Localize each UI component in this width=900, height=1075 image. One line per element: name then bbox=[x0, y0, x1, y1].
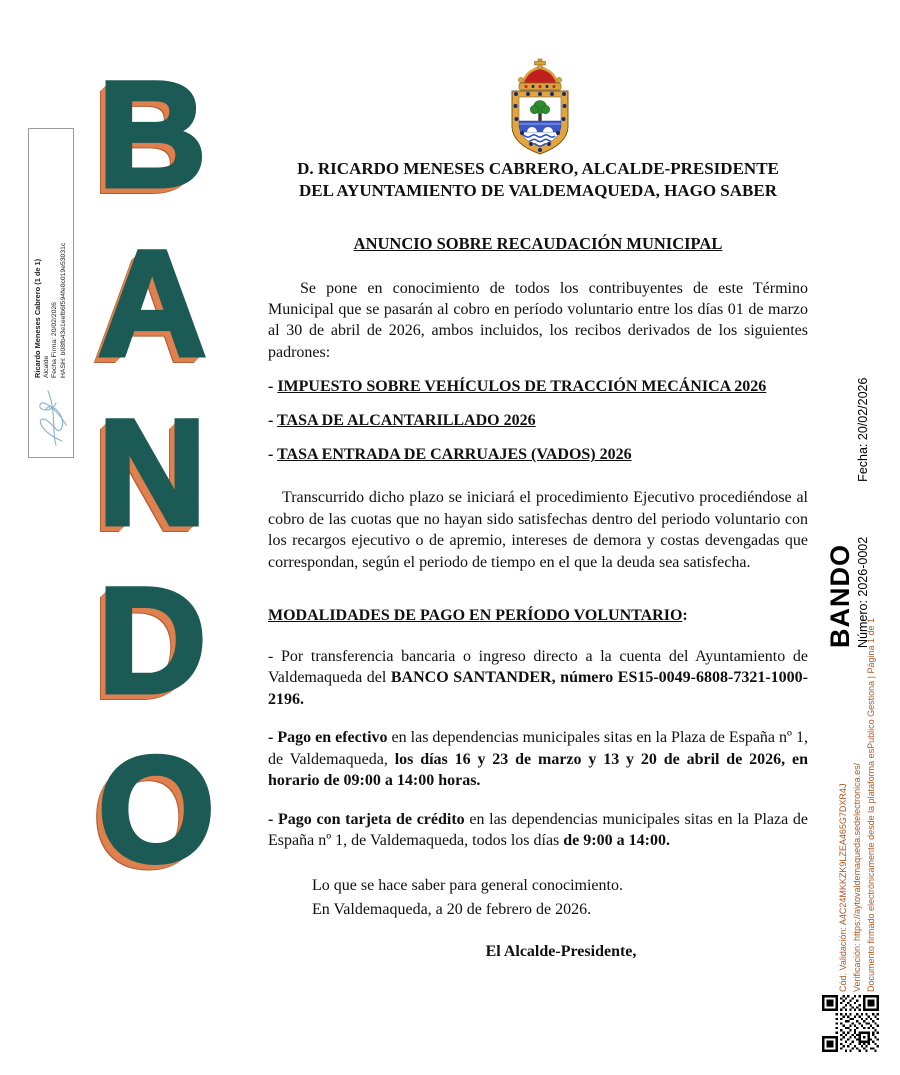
validation-url: Verificación: https://aytovaldemaqueda.sedelectronica.es/ bbox=[852, 762, 862, 992]
bando-letter-o: O bbox=[98, 725, 215, 893]
payment-cash: - Pago en efectivo en las dependencias municipales sitas en la Plaza de España nº 1, de Valdemaqueda, los días 16 y 23 de marzo y 13 y 20 de abril de 2026, en horario de 09:00 a 14:00 horas. bbox=[268, 729, 808, 790]
band-date: Fecha: 20/02/2026 bbox=[856, 377, 871, 482]
band-number: Número: 2026-0002 bbox=[856, 536, 871, 648]
tax-item-vados: - TASA ENTRADA DE CARRUAJES (VADOS) 2026 bbox=[268, 446, 632, 464]
payment-bank-transfer: - Por transferencia bancaria o ingreso directo a la cuenta del Ayuntamiento de Valdemaqueda del BANCO SANTANDER, número ES15-0049-6808-7321-1000-2196. bbox=[268, 648, 808, 708]
signature-date: Fecha Firma: 20/02/2026 bbox=[51, 302, 59, 378]
announcement-title: ANUNCIO SOBRE RECAUDACIÓN MUNICIPAL bbox=[353, 233, 723, 253]
qr-code bbox=[822, 995, 879, 1052]
right-margin-band bbox=[826, 318, 874, 648]
validation-footer bbox=[836, 617, 878, 992]
tax-item-sewer: - TASA DE ALCANTARILLADO 2026 bbox=[268, 412, 536, 430]
header-line-2: DEL AYUNTAMIENTO DE VALDEMAQUEDA, HAGO SABER bbox=[299, 180, 777, 200]
bando-letter-b: B bbox=[98, 50, 207, 218]
bando-letter-n: N bbox=[98, 387, 207, 556]
vertical-bando-banner bbox=[98, 50, 248, 893]
signer-role: Alcalde bbox=[42, 355, 50, 378]
validation-platform: Documento firmado electrónicamente desde la plataforma esPublico Gestiona | Página 1 de 1 bbox=[866, 617, 876, 992]
bando-letter-a: A bbox=[98, 218, 207, 387]
digital-signature-stamp bbox=[28, 128, 74, 458]
signature-details bbox=[33, 243, 69, 378]
document-body bbox=[268, 158, 808, 961]
band-meta bbox=[856, 318, 870, 648]
payment-methods-heading: MODALIDADES DE PAGO EN PERÍODO VOLUNTARIO: bbox=[268, 607, 688, 624]
intro-paragraph: Se pone en conocimiento de todos los contribuyentes de este Término Municipal que se pasarán al cobro en período voluntario entre los días 01 de marzo al 30 de abril de 2026, ambos incluidos, los recibos derivados de los siguientes padrones: bbox=[268, 279, 808, 361]
validation-code: Cód. Validación: A4C24MKKZK9LZEA465G7DXR4J bbox=[838, 783, 848, 992]
handwritten-signature bbox=[32, 383, 70, 453]
signer-title: El Alcalde-Presidente, bbox=[485, 943, 637, 961]
band-title: BANDO bbox=[825, 544, 855, 648]
executive-period-paragraph: Transcurrido dicho plazo se iniciará el procedimiento Ejecutivo procediéndose al cobro de las cuotas que no hayan sido satisfechas dentro del periodo voluntario con los recargos ejecutivo o de apremio, intereses de demora y costas devengadas que correspondan, según el periodo de tiempo en el que la deuda sea satisfecha. bbox=[268, 489, 808, 571]
closing-block bbox=[268, 874, 808, 924]
closing-line-2: En Valdemaqueda, a 20 de febrero de 2026. bbox=[312, 901, 592, 919]
payment-card: - Pago con tarjeta de crédito en las dependencias municipales sitas en la Plaza de España nº 1, de Valdemaqueda, todos los días de 9:00 a 14:00. bbox=[268, 810, 808, 850]
tax-item-vehicles: - IMPUESTO SOBRE VEHÍCULOS DE TRACCIÓN MECÁNICA 2026 bbox=[268, 378, 767, 396]
document-header bbox=[268, 158, 808, 202]
closing-line-1: Lo que se hace saber para general conocimiento. bbox=[312, 876, 623, 894]
bando-letter-d: D bbox=[98, 556, 207, 725]
header-line-1: D. RICARDO MENESES CABRERO, ALCALDE-PRESIDENTE bbox=[297, 159, 779, 178]
signature-hash: HASH: b08fb43e1eefb6f594fe0c019e53031c bbox=[60, 242, 68, 378]
tax-list bbox=[268, 377, 808, 465]
signer-name: Ricardo Meneses Cabrero (1 de 1) bbox=[32, 258, 42, 378]
valdemaqueda-coat-of-arms-icon bbox=[500, 58, 580, 158]
